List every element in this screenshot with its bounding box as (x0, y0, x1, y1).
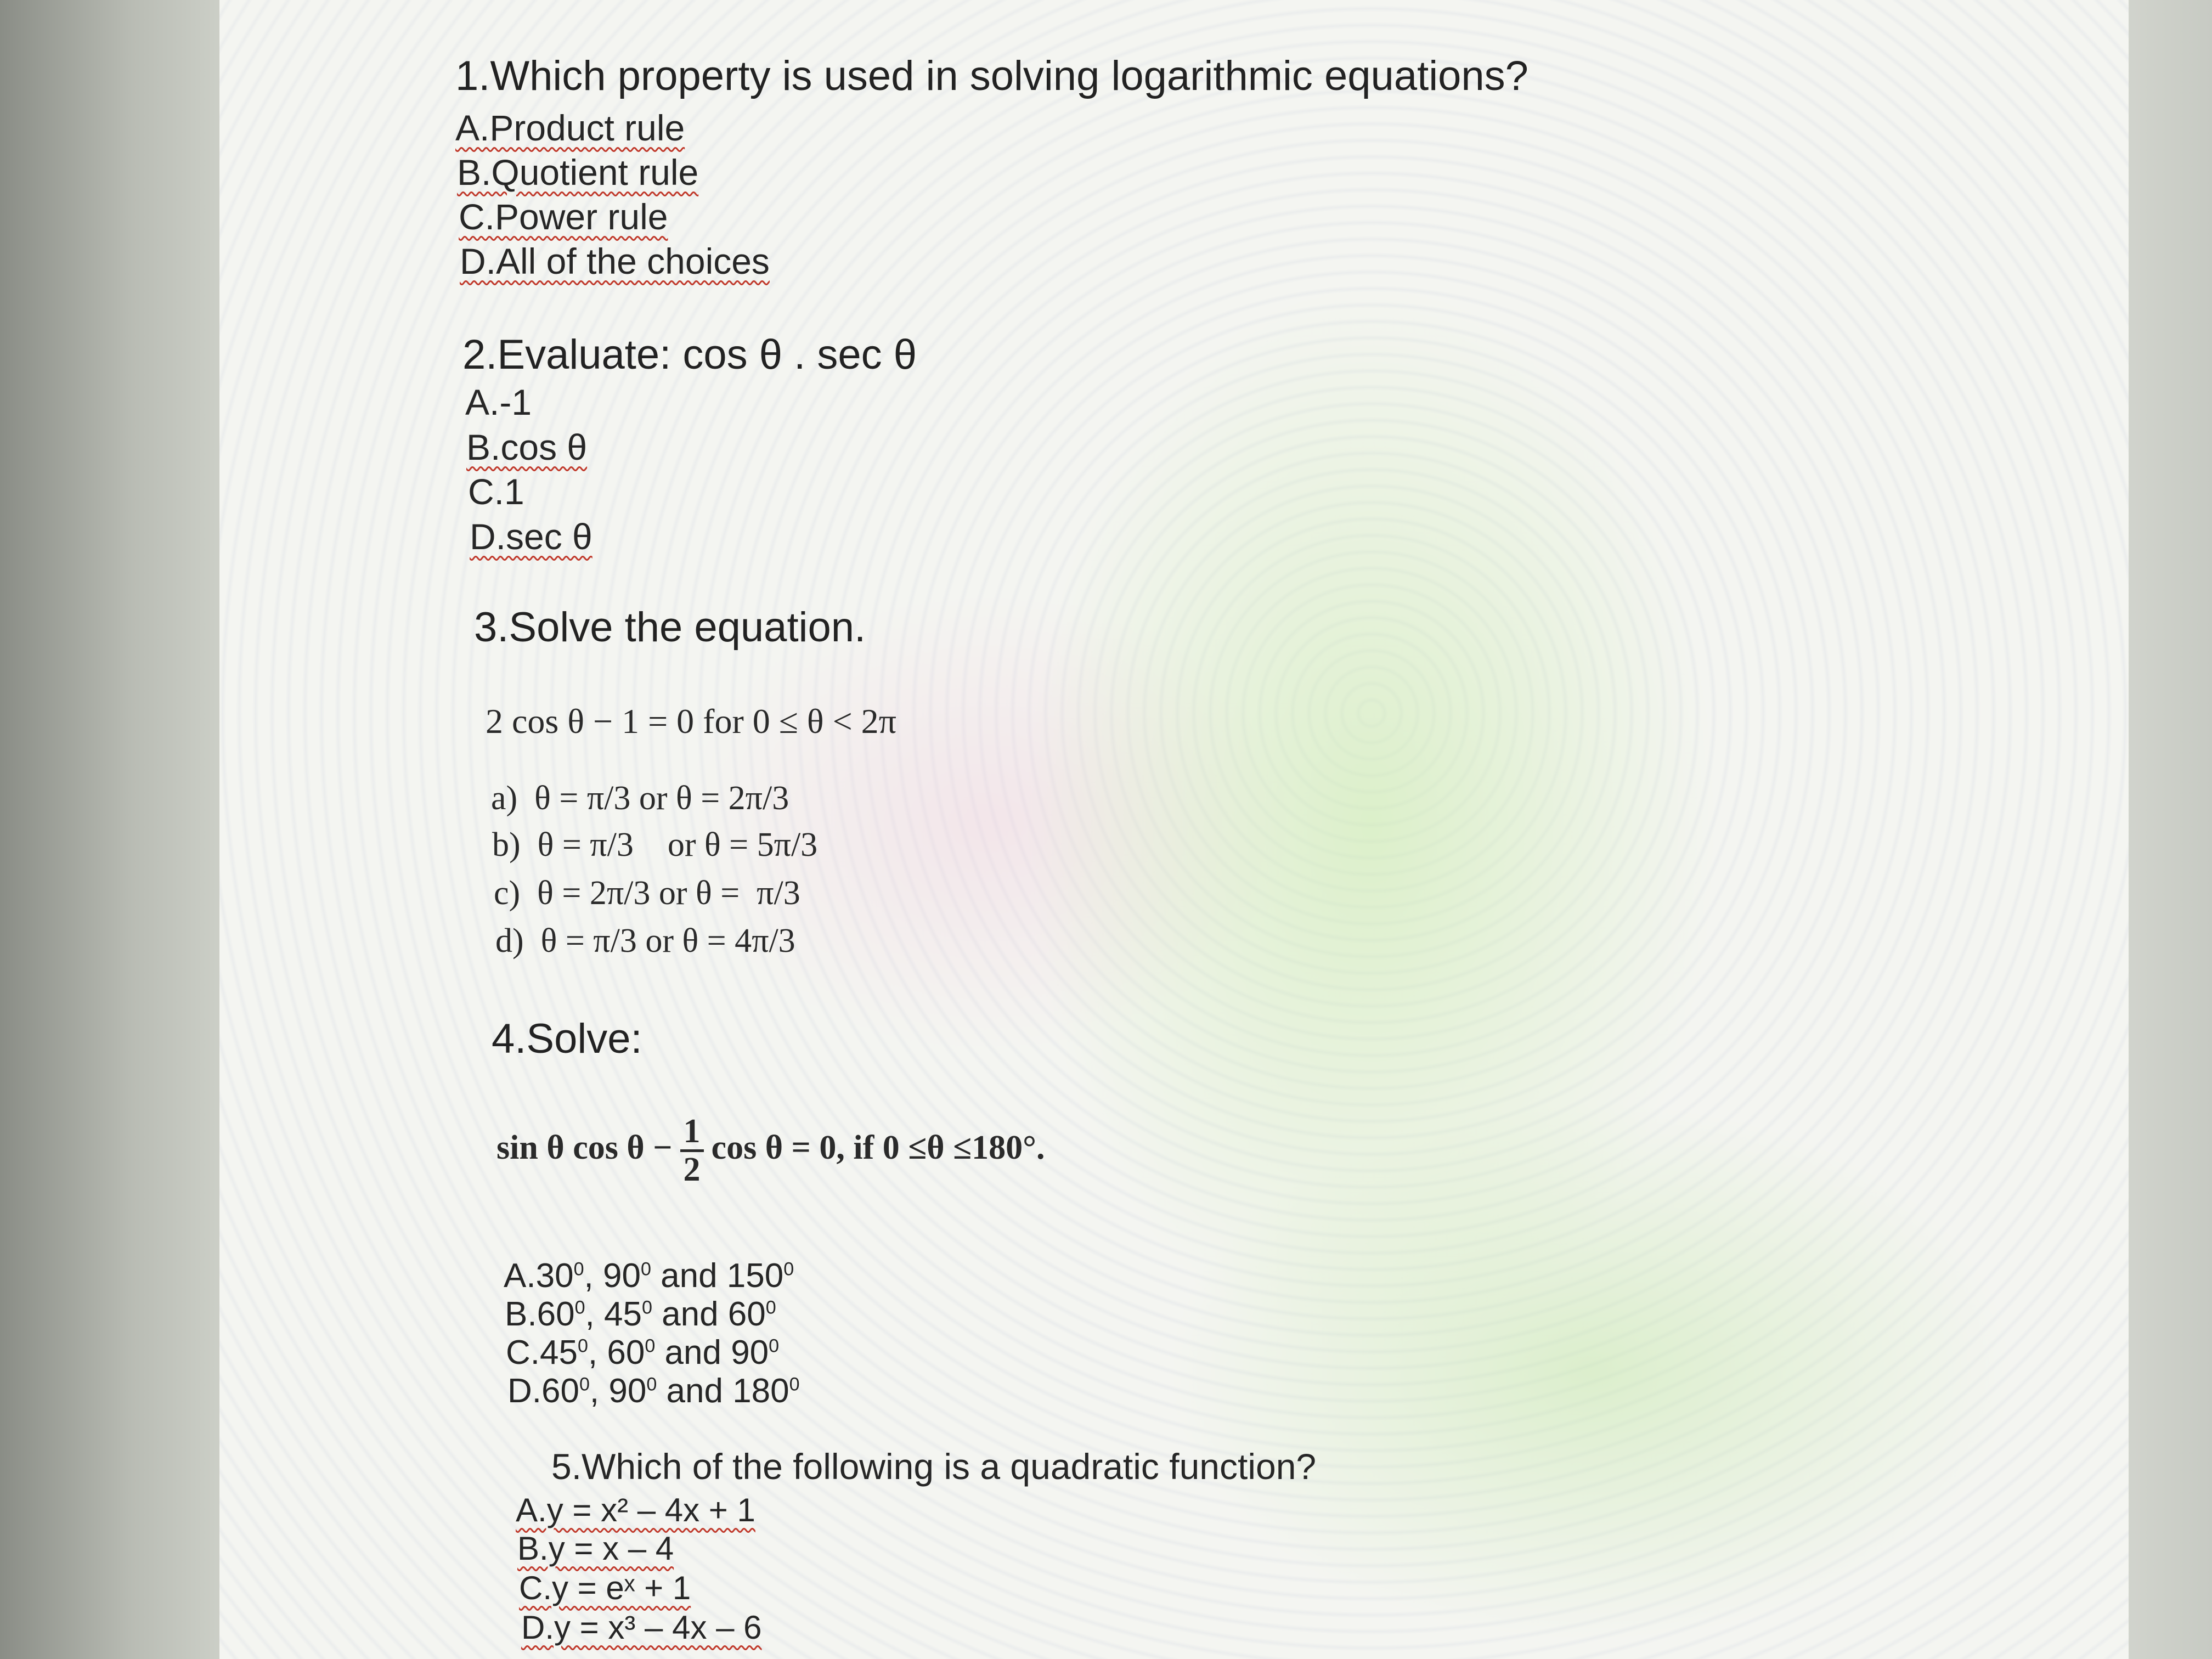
question-5-prompt: 5.Which of the following is a quadratic function? (551, 1446, 1317, 1487)
question-1-prompt: 1.Which property is used in solving logarithmic equations? (455, 53, 1528, 99)
question-2-option-d: D.sec θ (470, 516, 592, 557)
degree-mark: 0 (640, 1259, 651, 1280)
question-4-option-c (506, 1333, 779, 1372)
degree-mark: 0 (579, 1374, 590, 1395)
question-1-option-a: A.Product rule (455, 108, 685, 148)
degree-mark: 0 (769, 1335, 780, 1357)
separator: and (651, 1257, 727, 1295)
option-label: D. (507, 1372, 541, 1410)
question-2-option-b: B.cos θ (466, 427, 588, 467)
question-5-option-c: C.y = eˣ + 1 (519, 1570, 691, 1606)
degree-mark: 0 (789, 1374, 800, 1395)
question-3-option-d: d) θ = π/3 or θ = 4π/3 (495, 922, 795, 960)
question-5-option-d: D.y = x³ – 4x – 6 (521, 1609, 762, 1646)
degree-mark: 0 (641, 1297, 652, 1318)
degree-mark: 0 (573, 1259, 584, 1280)
degree-mark: 0 (574, 1297, 585, 1318)
option-value: 45 (603, 1295, 642, 1333)
separator: and (655, 1334, 731, 1372)
question-4-option-a (504, 1256, 794, 1295)
option-value: 90 (731, 1334, 769, 1372)
separator: , (584, 1257, 603, 1295)
separator: and (657, 1372, 733, 1410)
option-value: 60 (727, 1295, 766, 1333)
separator: , (589, 1372, 609, 1410)
question-2-option-a: A.-1 (465, 382, 532, 422)
option-label: C. (506, 1334, 540, 1372)
degree-mark: 0 (645, 1335, 656, 1357)
fraction-numerator: 1 (680, 1114, 704, 1152)
question-3-equation: 2 cos θ − 1 = 0 for 0 ≤ θ < 2π (486, 702, 896, 741)
question-3-option-a: a) θ = π/3 or θ = 2π/3 (491, 780, 789, 817)
question-1-option-d: D.All of the choices (460, 241, 770, 281)
question-5-option-b: B.y = x – 4 (517, 1530, 674, 1567)
question-5-option-a: A.y = x² – 4x + 1 (516, 1492, 755, 1528)
degree-mark: 0 (646, 1374, 657, 1395)
degree-mark: 0 (577, 1335, 588, 1357)
option-value: 60 (607, 1334, 645, 1372)
option-value: 30 (535, 1257, 574, 1295)
question-1-option-c: C.Power rule (459, 196, 668, 237)
question-4-option-d (507, 1372, 800, 1410)
separator: , (588, 1334, 607, 1372)
option-value: 90 (602, 1257, 641, 1295)
fraction-denominator: 2 (683, 1151, 701, 1189)
question-4-prompt: 4.Solve: (492, 1015, 642, 1062)
question-4-equation-fraction (680, 1114, 704, 1188)
degree-mark: 0 (765, 1297, 776, 1318)
question-4-option-b (505, 1295, 776, 1334)
question-2-prompt: 2.Evaluate: cos θ . sec θ (462, 331, 917, 378)
option-value: 90 (608, 1372, 647, 1410)
separator: and (652, 1295, 728, 1333)
question-1-option-b: B.Quotient rule (457, 152, 699, 193)
degree-mark: 0 (783, 1259, 794, 1280)
question-2-option-c: C.1 (468, 471, 524, 512)
question-3-option-b: b) θ = π/3 or θ = 5π/3 (492, 826, 818, 864)
option-value: 150 (726, 1257, 784, 1295)
option-value: 60 (537, 1295, 575, 1333)
question-3-option-c: c) θ = 2π/3 or θ = π/3 (494, 874, 800, 912)
option-value: 45 (540, 1334, 578, 1372)
option-label: A. (504, 1257, 536, 1295)
separator: , (585, 1295, 604, 1333)
option-value: 60 (541, 1372, 579, 1410)
question-4-equation-right: cos θ = 0, if 0 ≤θ ≤180°. (711, 1128, 1045, 1166)
question-4-equation (496, 1114, 1045, 1188)
option-label: B. (505, 1295, 537, 1333)
question-3-prompt: 3.Solve the equation. (474, 604, 866, 651)
option-value: 180 (732, 1372, 789, 1410)
question-4-equation-left: sin θ cos θ − (496, 1128, 673, 1166)
